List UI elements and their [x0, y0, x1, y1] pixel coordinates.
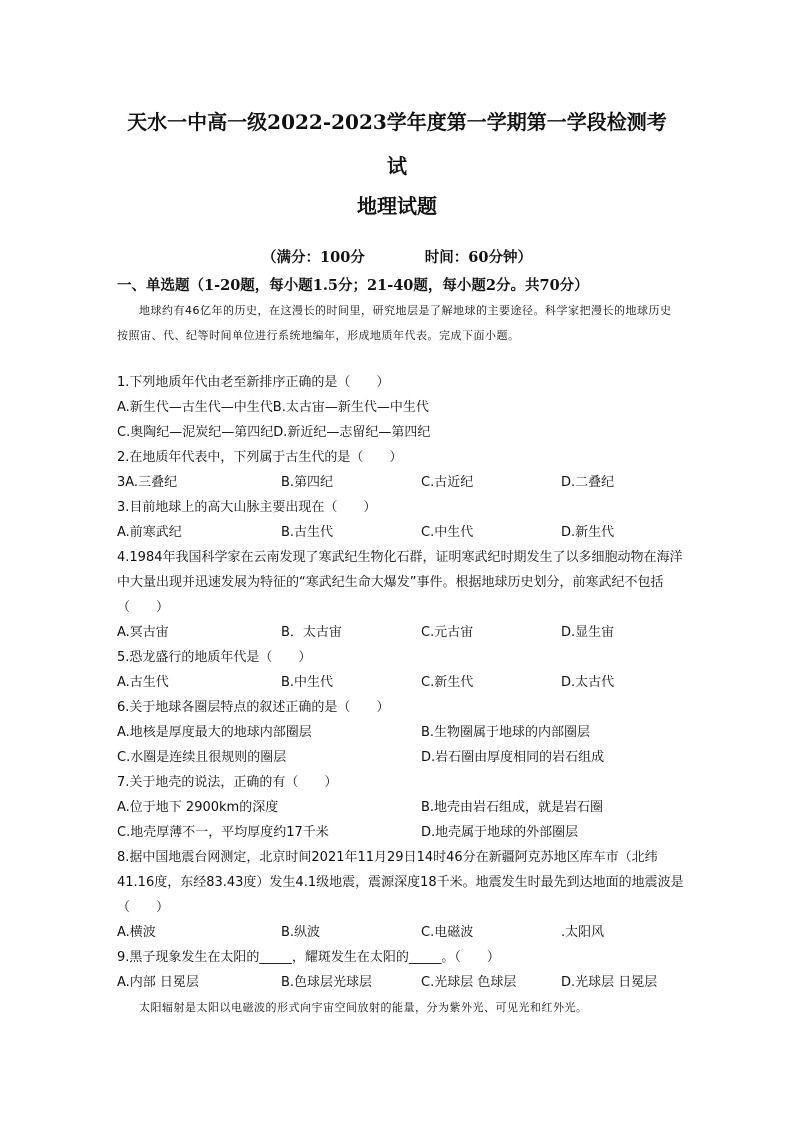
exam-title-line2: 试 — [387, 154, 407, 178]
option-c: C.古近纪 — [421, 475, 474, 490]
option-d: D.光球层 日冕层 — [561, 975, 658, 990]
exam-title-line1: 天水一中高一级2022-2023学年度第一学期第一学段检测考 — [127, 110, 667, 134]
option-line: C.奥陶纪—泥炭纪—第四纪D.新近纪—志留纪—第四纪 — [117, 425, 431, 440]
question-stem: 8.据中国地震台网测定，北京时间2021年11月29日14时46分在新疆阿克苏地区库车市（北纬41.16度，东经83.43度）发生4.1级地震，震源深度18千米。地震发生时最先到达地面的地震波是（ ） — [117, 850, 684, 915]
option-a: A.内部 日冕层 — [117, 975, 199, 990]
question-stem: 2.在地质年代表中，下列属于古生代的是（ ） — [117, 450, 403, 465]
option-b: B.色球层光球层 — [281, 975, 373, 990]
option-c: C.中生代 — [421, 525, 474, 540]
option-b: B.第四纪 — [281, 475, 334, 490]
question-stem: 5.恐龙盛行的地质年代是（ ） — [117, 650, 312, 665]
option-a: A.冥古宙 — [117, 625, 169, 640]
option-c: C.地壳厚薄不一，平均厚度约17千米 — [117, 825, 329, 840]
option-b: B.地壳由岩石组成，就是岩石圈 — [421, 800, 604, 815]
option-c: C.水圈是连续且很规则的圈层 — [117, 750, 287, 765]
question-stem: 4.1984年我国科学家在云南发现了寒武纪生物化石群，证明寒武纪时期发生了以多细胞动物在海洋中大量出现并迅速发展为特征的“寒武纪生命大爆发”事件。根据地球历史划分，前寒武纪不包括（ ） — [117, 550, 683, 615]
reading-passage-2: 太阳辐射是太阳以电磁波的形式向宇宙空间放射的能量，分为紫外光、可见光和红外光。 — [139, 1001, 588, 1014]
option-b: B.古生代 — [281, 525, 334, 540]
exam-meta — [0, 246, 794, 267]
option-c: C.元古宙 — [421, 625, 474, 640]
option-d: D.岩石圈由厚度相同的岩石组成 — [421, 750, 605, 765]
question-stem: 9.黑子现象发生在太阳的_____，耀斑发生在太阳的_____。（ ） — [117, 950, 500, 965]
question-stem: 1.下列地质年代由老至新排序正确的是（ ） — [117, 375, 390, 390]
option-b: B．太古宙 — [281, 625, 342, 640]
subject-title: 地理试题 — [357, 194, 437, 218]
option-c: C.新生代 — [421, 675, 474, 690]
option-d: D.太古代 — [561, 675, 615, 690]
option-c: C.电磁波 — [421, 925, 474, 940]
option-d: .太阳风 — [561, 925, 605, 940]
option-b: B.生物圈属于地球的内部圈层 — [421, 725, 591, 740]
option-b: B.纵波 — [281, 925, 321, 940]
option-b: B.中生代 — [281, 675, 334, 690]
option-d: D.地壳属于地球的外部圈层 — [421, 825, 579, 840]
option-d: D.新生代 — [561, 525, 615, 540]
option-a: A.横波 — [117, 925, 156, 940]
section-heading: 一、单选题（1-20题，每小题1.5分；21-40题，每小题2分。共70分） — [117, 277, 589, 294]
option-a: A.前寒武纪 — [117, 525, 182, 540]
option-a: 3A.三叠纪 — [117, 475, 178, 490]
option-a: A.古生代 — [117, 675, 169, 690]
question-stem: 3.目前地球上的高大山脉主要出现在（ ） — [117, 500, 377, 515]
option-c: C.光球层 色球层 — [421, 975, 517, 990]
option-d: D.二叠纪 — [561, 475, 615, 490]
full-score: （满分：100分 — [262, 249, 365, 266]
option-d: D.显生宙 — [561, 625, 615, 640]
option-line: A.新生代—古生代—中生代B.太古宙—新生代—中生代 — [117, 400, 429, 415]
question-stem: 7.关于地壳的说法，正确的有（ ） — [117, 775, 338, 790]
option-a: A.位于地下 2900km的深度 — [117, 800, 279, 815]
option-a: A.地核是厚度最大的地球内部圈层 — [117, 725, 312, 740]
reading-passage: 地球约有46亿年的历史，在这漫长的时间里，研究地层是了解地球的主要途径。科学家把漫长的地球历史按照宙、代、纪等时间单位进行系统地编年，形成地质年代表。完成下面小题。 — [117, 304, 672, 342]
exam-time: 时间：60分钟） — [424, 249, 532, 266]
question-stem: 6.关于地球各圈层特点的叙述正确的是（ ） — [117, 700, 390, 715]
